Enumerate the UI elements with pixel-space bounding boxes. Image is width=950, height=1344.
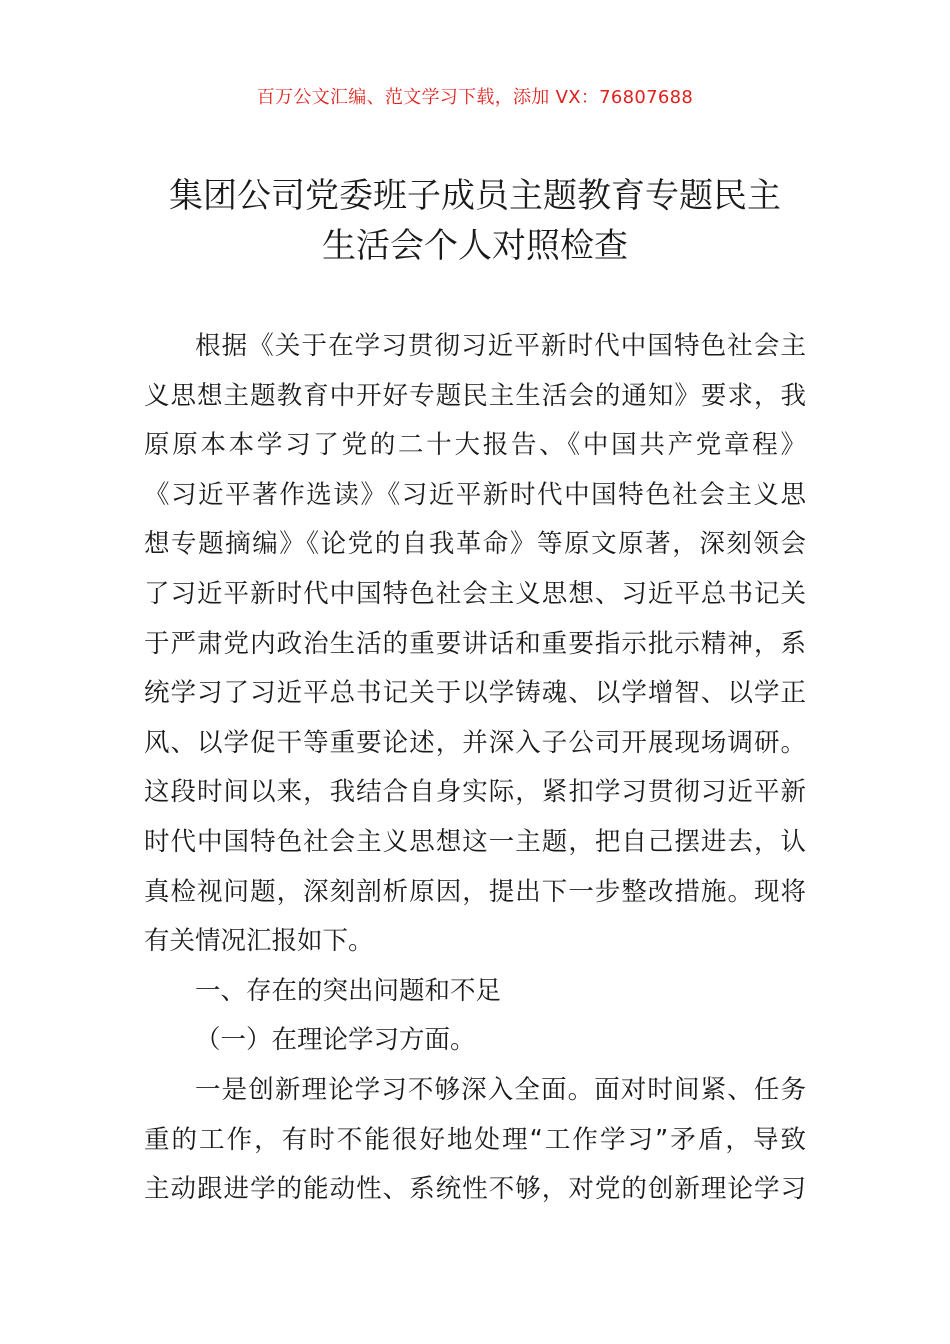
body-line: 根据《关于在学习贯彻习近平新时代中国特色社会主	[195, 331, 806, 361]
body-line: 主动跟进学的能动性、系统性不够，对党的创新理论学习	[144, 1174, 806, 1205]
body-line: 了习近平新时代中国特色社会主义思想、习近平总书记关	[144, 578, 806, 609]
body-line: 一是创新理论学习不够深入全面。面对时间紧、任务	[195, 1074, 806, 1105]
document-title	[140, 171, 810, 271]
body-line: 时代中国特色社会主义思想这一主题，把自己摆进去，认	[144, 826, 806, 857]
section-heading: 一、存在的突出问题和不足	[195, 975, 502, 1006]
body-line: 于严肃党内政治生活的重要讲话和重要指示批示精神，系	[144, 628, 806, 659]
body-line: 《习近平著作选读》《习近平新时代中国特色社会主义思	[144, 479, 806, 510]
body-line: 有关情况汇报如下。	[144, 926, 374, 957]
body-line: 重的工作，有时不能很好地处理“工作学习”矛盾，导致	[144, 1124, 806, 1155]
body-line: 风、以学促干等重要论述，并深入子公司开展现场调研。	[144, 727, 806, 758]
body-line: 统学习了习近平总书记关于以学铸魂、以学增智、以学正	[144, 678, 806, 709]
title-line-2: 生活会个人对照检查	[322, 226, 628, 266]
body-line: 真检视问题，深刻剖析原因，提出下一步整改措施。现将	[144, 876, 806, 907]
document-body	[144, 322, 806, 1215]
subsection-heading: （一）在理论学习方面。	[195, 1025, 476, 1056]
body-line: 这段时间以来，我结合自身实际，紧扣学习贯彻习近平新	[144, 777, 806, 808]
body-line: 想专题摘编》《论党的自我革命》等原文原著，深刻领会	[144, 529, 806, 560]
body-line: 义思想主题教育中开好专题民主生活会的通知》要求，我	[144, 380, 806, 411]
title-line-1: 集团公司党委班子成员主题教育专题民主	[169, 176, 781, 216]
body-line: 原原本本学习了党的二十大报告、《中国共产党章程》	[144, 430, 806, 461]
header-note: 百万公文汇编、范文学习下载，添加 VX：76807688	[256, 87, 694, 108]
